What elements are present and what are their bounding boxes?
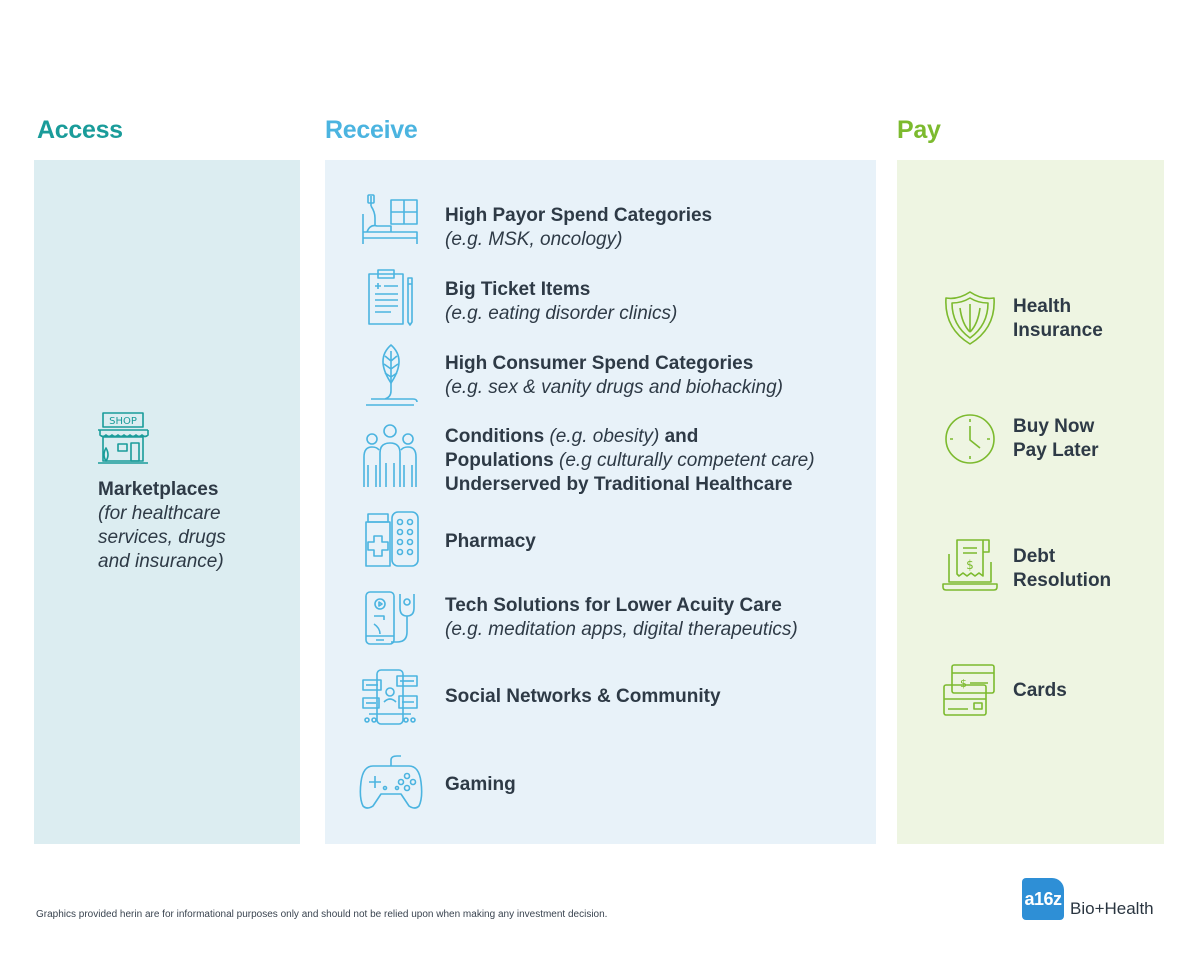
receive-item-gaming-line-1: Gaming [445, 774, 516, 795]
receive-item-conditions-line-1: Conditions (e.g. obesity) and [445, 426, 699, 447]
receive-item-tech-solutions [445, 594, 798, 642]
svg-text:$: $ [960, 677, 967, 690]
receive-item-high-payor [445, 204, 712, 252]
pay-panel [897, 160, 1164, 844]
pay-item-health-insurance-line-1: Health [1013, 296, 1072, 317]
receive-title: Receive [325, 116, 418, 144]
receive-item-conditions [445, 425, 815, 497]
receive-panel [325, 160, 876, 844]
receive-item-high-payor-line-2: (e.g. MSK, oncology) [445, 229, 623, 250]
marketplaces-title: Marketplaces [98, 479, 219, 500]
pay-item-cards [1013, 679, 1067, 703]
pay-item-bnpl [1013, 415, 1099, 463]
pay-item-health-insurance-line-2: Insurance [1013, 320, 1103, 341]
svg-text:SHOP: SHOP [109, 416, 137, 427]
receive-item-high-payor-line-1: High Payor Spend Categories [445, 205, 713, 226]
receive-item-consumer-spend [445, 352, 783, 400]
pay-item-bnpl-line-2: Pay Later [1013, 440, 1099, 461]
people-icon [360, 423, 420, 489]
pay-item-debt-resolution-line-1: Debt [1013, 546, 1056, 567]
clipboard-icon [366, 268, 416, 326]
laptop-bill-icon [941, 538, 999, 594]
receive-item-big-ticket-line-2: (e.g. eating disorder clinics) [445, 303, 678, 324]
pay-item-debt-resolution [1013, 545, 1111, 593]
credit-cards-icon [942, 663, 996, 717]
phone-stethoscope-icon [364, 590, 420, 646]
receive-item-conditions-line-2: Populations (e.g culturally competent care) [445, 450, 815, 471]
gamepad-icon [359, 752, 423, 810]
receive-item-consumer-spend-line-1: High Consumer Spend Categories [445, 353, 754, 374]
receive-item-big-ticket [445, 278, 677, 326]
receive-item-pharmacy [445, 530, 536, 554]
svg-text:$: $ [966, 558, 974, 572]
pay-item-bnpl-line-1: Buy Now [1013, 416, 1095, 437]
pay-item-health-insurance [1013, 295, 1103, 343]
receive-item-tech-solutions-line-2: (e.g. meditation apps, digital therapeutics) [445, 619, 798, 640]
receive-item-big-ticket-line-1: Big Ticket Items [445, 279, 591, 300]
logo-text: Bio+Health [1070, 899, 1154, 918]
receive-item-social [445, 685, 721, 709]
marketplaces-sub-1: (for healthcare [98, 503, 221, 524]
leaf-icon [364, 343, 418, 409]
shop-icon [96, 411, 150, 465]
receive-item-tech-solutions-line-1: Tech Solutions for Lower Acuity Care [445, 595, 782, 616]
logo-mark: a16z [1022, 878, 1064, 920]
clock-icon [943, 412, 997, 466]
receive-item-pharmacy-line-1: Pharmacy [445, 531, 536, 552]
pay-item-debt-resolution-line-2: Resolution [1013, 570, 1112, 591]
marketplaces-label [98, 478, 226, 574]
receive-item-conditions-line-3: Underserved by Traditional Healthcare [445, 474, 793, 495]
pharmacy-icon [362, 510, 420, 568]
marketplaces-sub-3: and insurance) [98, 551, 224, 572]
pay-item-cards-line-1: Cards [1013, 680, 1067, 701]
pay-title: Pay [897, 116, 941, 144]
marketplaces-sub-2: services, drugs [98, 527, 226, 548]
receive-item-social-line-1: Social Networks & Community [445, 686, 721, 707]
shield-icon [944, 290, 996, 346]
disclaimer-text: Graphics provided herin are for informational purposes only and should not be relied upon when making any investment decision. [36, 909, 608, 920]
receive-item-gaming [445, 773, 516, 797]
receive-item-consumer-spend-line-2: (e.g. sex & vanity drugs and biohacking) [445, 377, 783, 398]
social-network-icon [361, 668, 419, 726]
hospital-bed-icon [361, 194, 419, 246]
access-title: Access [37, 116, 123, 144]
